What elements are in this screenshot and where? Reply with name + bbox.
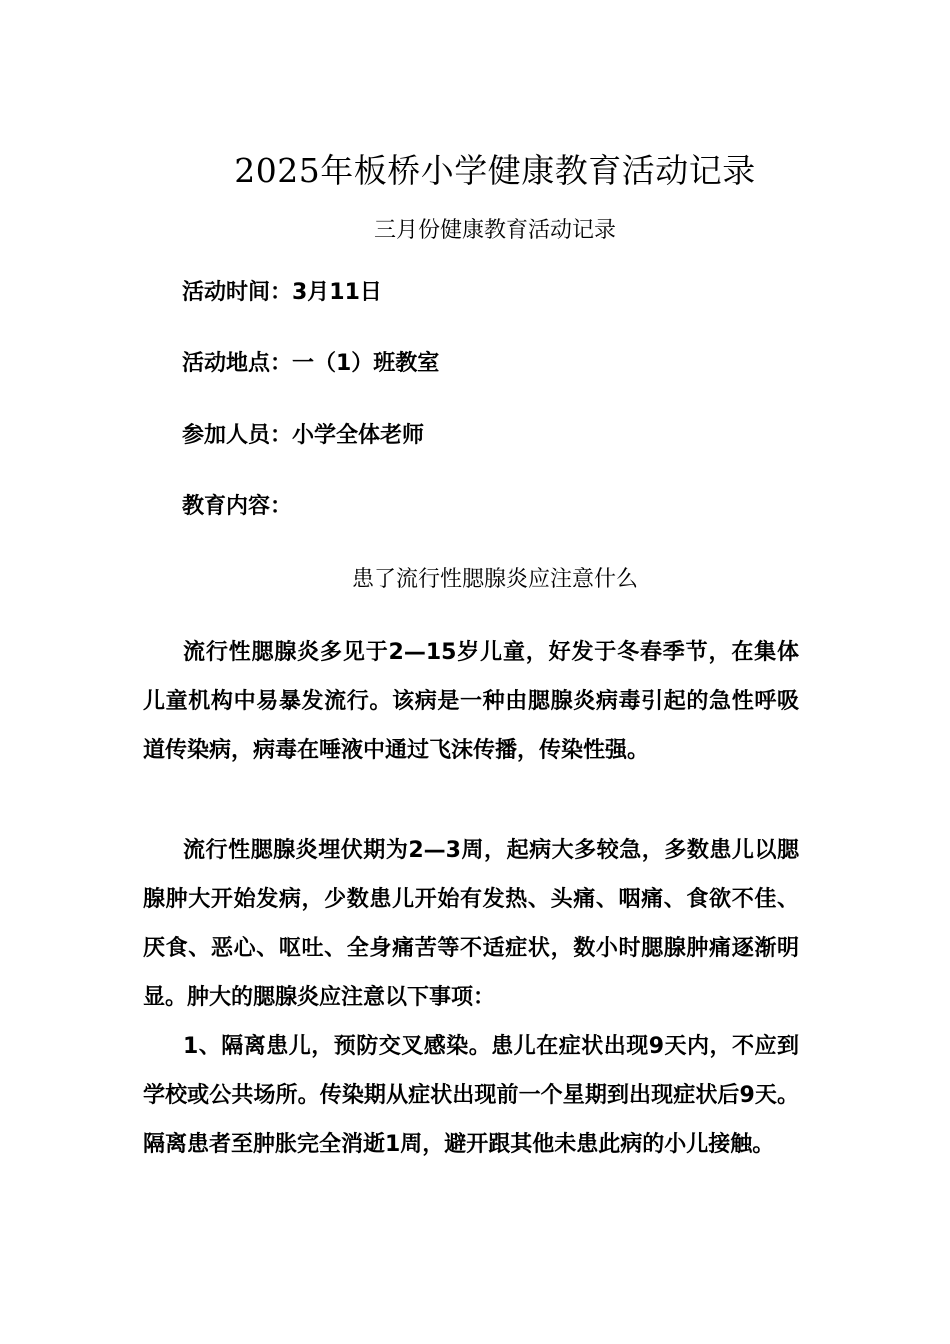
paragraph-3: 1、隔离患儿，预防交叉感染。患儿在症状出现9天内，不应到学校或公共场所。传染期从症状出现前一个星期到出现症状后9天。隔离患者至肿胀完全消逝1周，避开跟其他未患此病的小儿接触。 xyxy=(143,1034,799,1157)
section-title: 患了流行性腮腺炎应注意什么 xyxy=(351,567,638,592)
document-subtitle: 三月份健康教育活动记录 xyxy=(373,218,616,243)
paragraph-2: 流行性腮腺炎埋伏期为2—3周，起病大多较急，多数患儿以腮腺肿大开始发病，少数患儿开始有发热、头痛、咽痛、食欲不佳、厌食、恶心、呕吐、全身痛苦等不适症状，数小时腮腺肿痛逐渐明显。肿大的腮腺炎应注意以下事项： xyxy=(143,838,799,1010)
paragraph-1: 流行性腮腺炎多见于2—15岁儿童，好发于冬春季节，在集体儿童机构中易暴发流行。该病是一种由腮腺炎病毒引起的急性呼吸道传染病，病毒在唾液中通过飞沫传播，传染性强。 xyxy=(143,640,799,763)
document-title: 2025年板桥小学健康教育活动记录 xyxy=(234,151,756,190)
activity-time: 活动时间：3月11日 xyxy=(182,280,382,305)
activity-place: 活动地点：一（1）班教室 xyxy=(182,351,440,376)
education-content-label: 教育内容： xyxy=(182,494,293,519)
activity-participants: 参加人员：小学全体老师 xyxy=(182,423,425,448)
